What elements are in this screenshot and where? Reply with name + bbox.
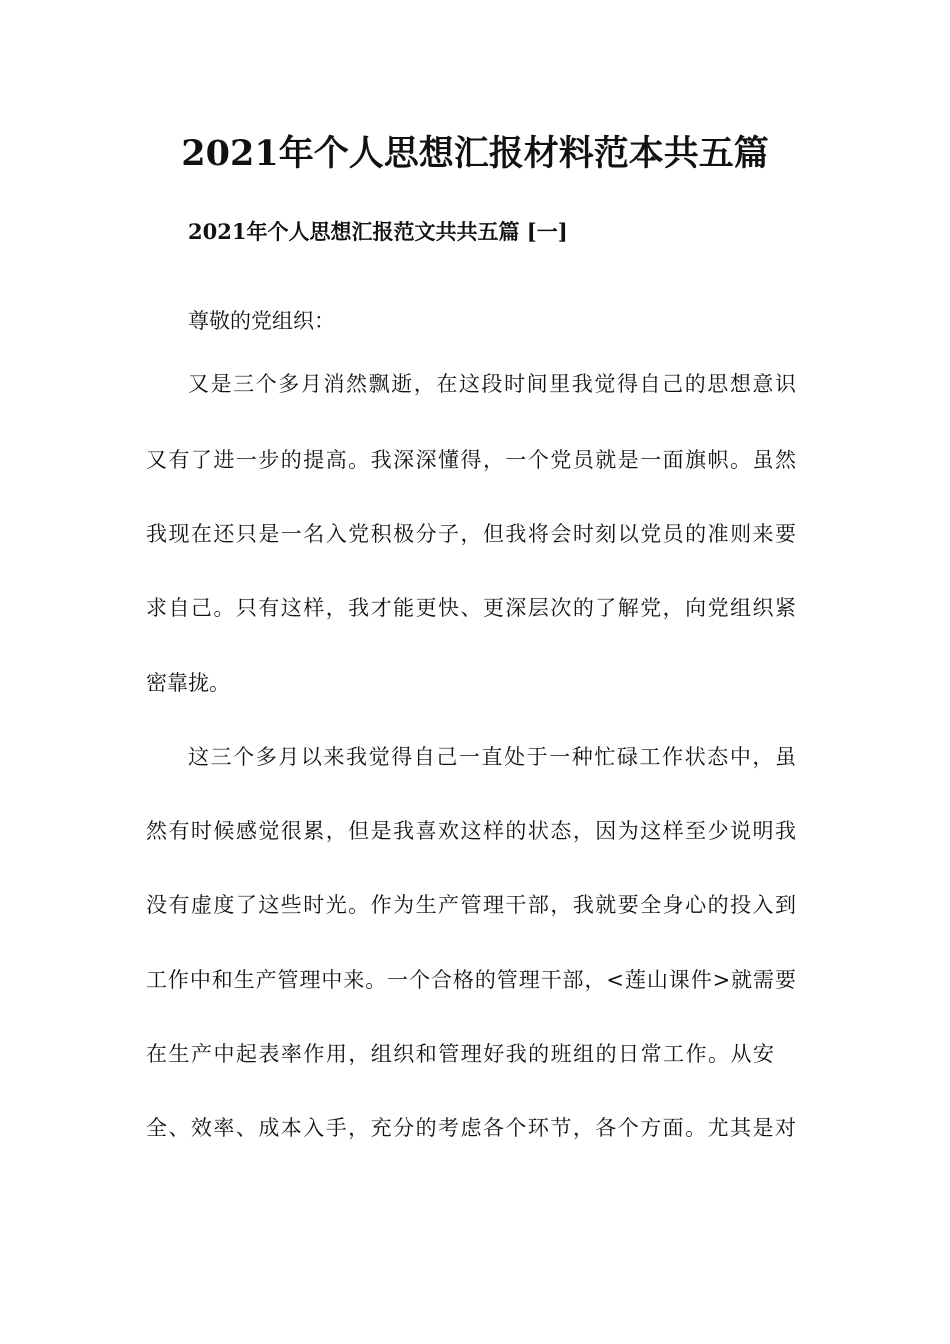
body-line: 没有虚度了这些时光。作为生产管理干部，我就要全身心的投入到 [146, 893, 796, 917]
body-line: 密靠拢。 [146, 671, 230, 695]
body-line: 全、效率、成本入手，充分的考虑各个环节，各个方面。尤其是对 [146, 1116, 796, 1140]
body-line: 然有时候感觉很累，但是我喜欢这样的状态，因为这样至少说明我 [146, 819, 796, 843]
body-line: 又是三个多月消然飘逝，在这段时间里我觉得自己的思想意识 [188, 372, 796, 396]
section-heading: 2021年个人思想汇报范文共共五篇 [一] [188, 219, 568, 244]
body-line: 工作中和生产管理中来。一个合格的管理干部，<莲山课件>就需要 [146, 968, 796, 992]
body-line: 求自己。只有这样，我才能更快、更深层次的了解党，向党组织紧 [146, 596, 796, 620]
document-title: 2021年个人思想汇报材料范本共五篇 [181, 133, 769, 174]
body-line: 在生产中起表率作用，组织和管理好我的班组的日常工作。从安 [146, 1042, 774, 1066]
salutation: 尊敬的党组织： [188, 309, 335, 333]
body-line: 又有了进一步的提高。我深深懂得，一个党员就是一面旗帜。虽然 [146, 448, 796, 472]
body-line: 这三个多月以来我觉得自己一直处于一种忙碌工作状态中，虽 [188, 745, 796, 769]
body-line: 我现在还只是一名入党积极分子，但我将会时刻以党员的准则来要 [146, 522, 796, 546]
